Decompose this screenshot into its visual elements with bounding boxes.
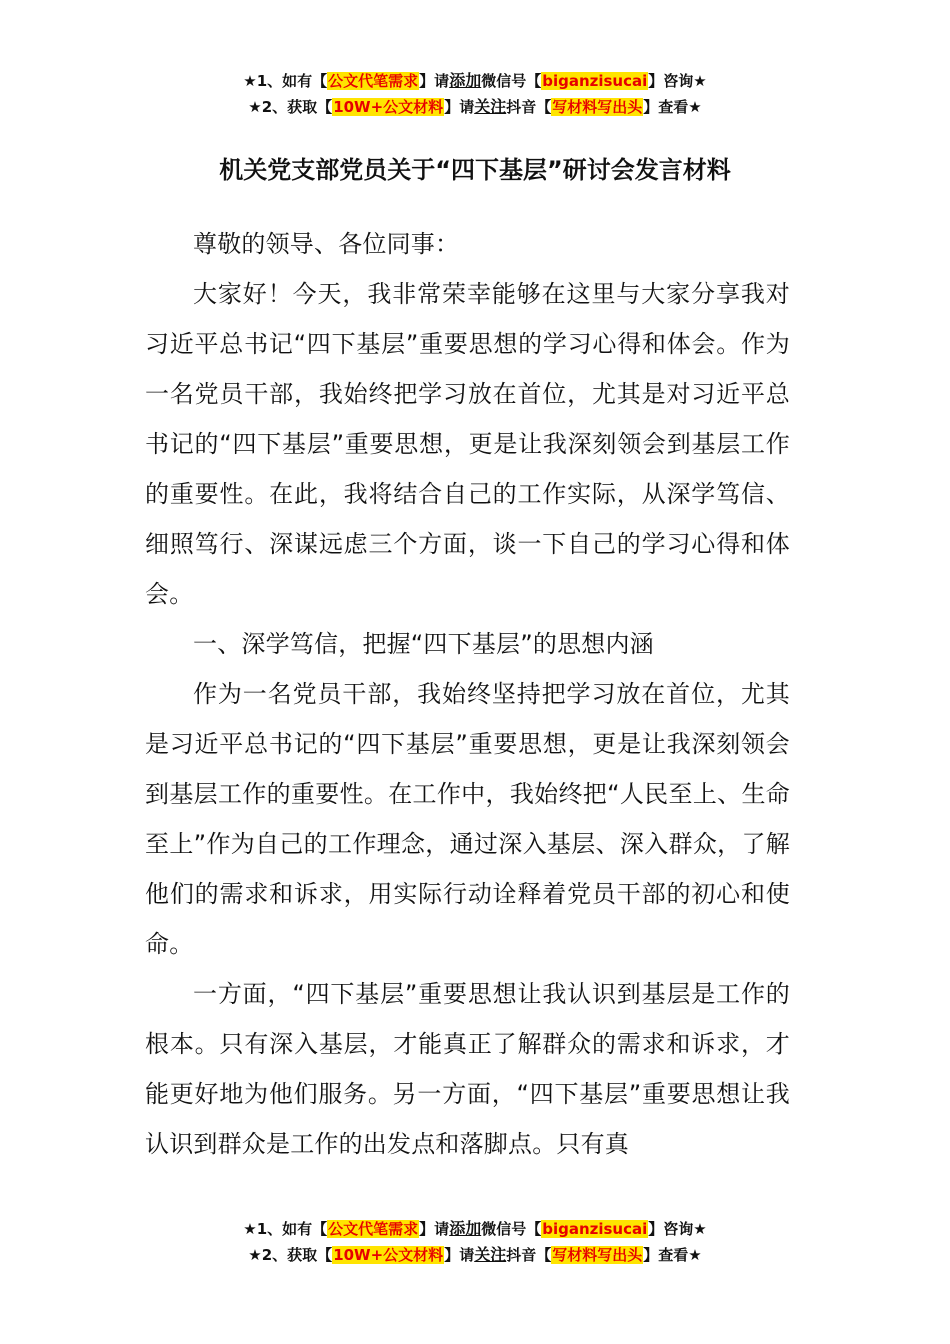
section-heading: 一、深学笃信，把握“四下基层”的思想内涵 [193,630,654,658]
promo-text: ★2、获取【 [248,1246,333,1264]
promo-text: 】查看★ [643,1246,702,1264]
document-body [145,219,790,1169]
paragraph: 大家好！今天，我非常荣幸能够在这里与大家分享我对习近平总书记“四下基层”重要思想的学习心得和体会。作为一名党员干部，我始终把学习放在首位，尤其是对习近平总书记的“四下基层”重要思想，更是让我深刻领会到基层工作的重要性。在此，我将结合自己的工作实际，从深学笃信、细照笃行、深谋远虑三个方面，谈一下自己的学习心得和体会。 [145,280,790,608]
promo-line-1 [0,68,950,94]
promo-text: 抖音【 [506,1246,552,1264]
paragraph: 作为一名党员干部，我始终坚持把学习放在首位，尤其是习近平总书记的“四下基层”重要思想，更是让我深刻领会到基层工作的重要性。在工作中，我始终把“人民至上、生命至上”作为自己的工作理念，通过深入基层、深入群众，了解他们的需求和诉求，用实际行动诠释着党员干部的初心和使命。 [145,680,790,958]
document-title: 机关党支部党员关于“四下基层”研讨会发言材料 [219,156,731,184]
promo-line-2 [0,1242,950,1268]
underlined-add: 添加 [449,71,482,90]
promo-line-2 [0,94,950,120]
promo-text: 】查看★ [643,98,702,116]
promo-text: ★1、如有【 [243,1220,328,1238]
paragraph: 一方面，“四下基层”重要思想让我认识到基层是工作的根本。只有深入基层，才能真正了解群众的需求和诉求，才能更好地为他们服务。另一方面，“四下基层”重要思想让我认识到群众是工作的出发点和落脚点。只有真 [145,980,790,1158]
promo-text: ★1、如有【 [243,72,328,90]
highlight-wechat-id: biganzisucai [542,72,648,90]
promo-text: 】请 [419,1220,450,1238]
promo-text: 微信号【 [481,1220,542,1238]
promo-text: 抖音【 [506,98,552,116]
highlight-wechat-id: biganzisucai [542,1220,648,1238]
highlight-douyin-account: 写材料写出头 [552,98,643,116]
promo-text: 】咨询★ [648,72,707,90]
promo-text: 】咨询★ [648,1220,707,1238]
promo-text: ★2、获取【 [248,98,333,116]
promo-text: 】请 [419,72,450,90]
promo-header [0,68,950,120]
salutation: 尊敬的领导、各位同事： [193,230,460,258]
promo-text: 微信号【 [481,72,542,90]
highlight-ghostwriting: 公文代笔需求 [328,1220,419,1238]
underlined-add: 添加 [449,1219,482,1238]
promo-footer [0,1216,950,1268]
promo-line-1 [0,1216,950,1242]
highlight-ghostwriting: 公文代笔需求 [328,72,419,90]
promo-text: 】请 [444,1246,475,1264]
highlight-materials: 10W+公文材料 [333,1246,444,1264]
underlined-follow: 关注 [474,97,507,116]
highlight-douyin-account: 写材料写出头 [552,1246,643,1264]
highlight-materials: 10W+公文材料 [333,98,444,116]
underlined-follow: 关注 [474,1245,507,1264]
promo-text: 】请 [444,98,475,116]
